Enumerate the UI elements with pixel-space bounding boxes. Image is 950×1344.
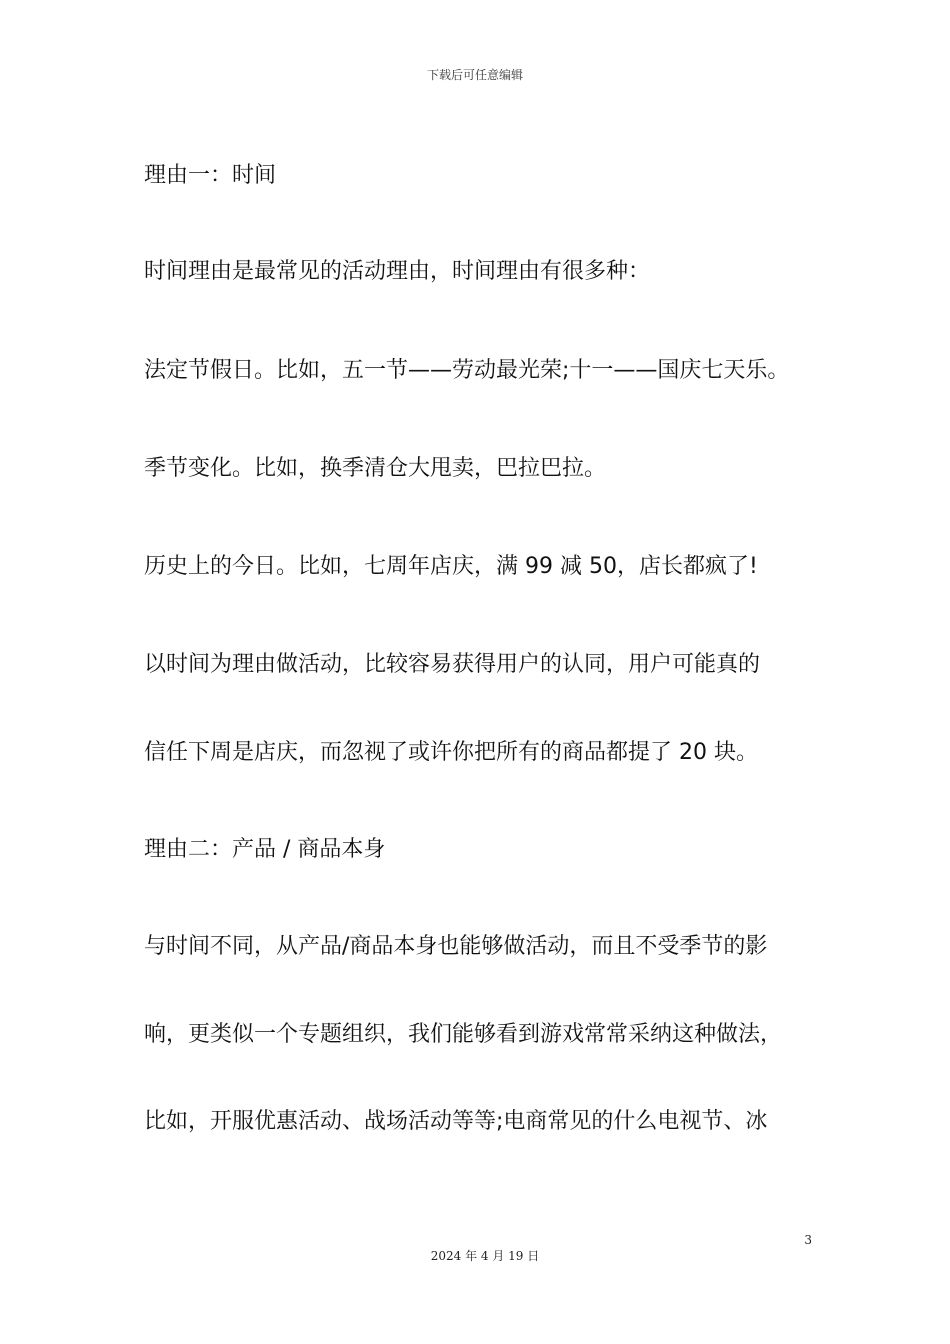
paragraph-line: 法定节假日。比如，五一节——劳动最光荣;十一——国庆七天乐。 [144, 358, 790, 383]
paragraph-line: 历史上的今日。比如，七周年店庆，满 99 减 50，店长都疯了! [144, 554, 758, 579]
paragraph-line: 响，更类似一个专题组织，我们能够看到游戏常常采纳这种做法， [144, 1022, 783, 1047]
paragraph-line: 季节变化。比如，换季清仓大甩卖，巴拉巴拉。 [144, 456, 607, 481]
paragraph-line: 信任下周是店庆，而忽视了或许你把所有的商品都提了 20 块。 [144, 740, 758, 765]
page-number: 3 [804, 1233, 812, 1247]
paragraph-line: 与时间不同，从产品/商品本身也能够做活动，而且不受季节的影 [144, 934, 768, 959]
footer-date: 2024 年 4 月 19 日 [430, 1249, 540, 1263]
section-heading-1: 理由一：时间 [144, 163, 277, 188]
page-header: 下载后可任意编辑 [426, 68, 523, 82]
paragraph-line: 时间理由是最常见的活动理由，时间理由有很多种： [144, 259, 651, 284]
paragraph-line: 以时间为理由做活动，比较容易获得用户的认同，用户可能真的 [144, 652, 761, 677]
paragraph-line: 比如，开服优惠活动、战场活动等等;电商常见的什么电视节、冰 [144, 1109, 768, 1134]
section-heading-2: 理由二：产品 / 商品本身 [144, 837, 386, 862]
